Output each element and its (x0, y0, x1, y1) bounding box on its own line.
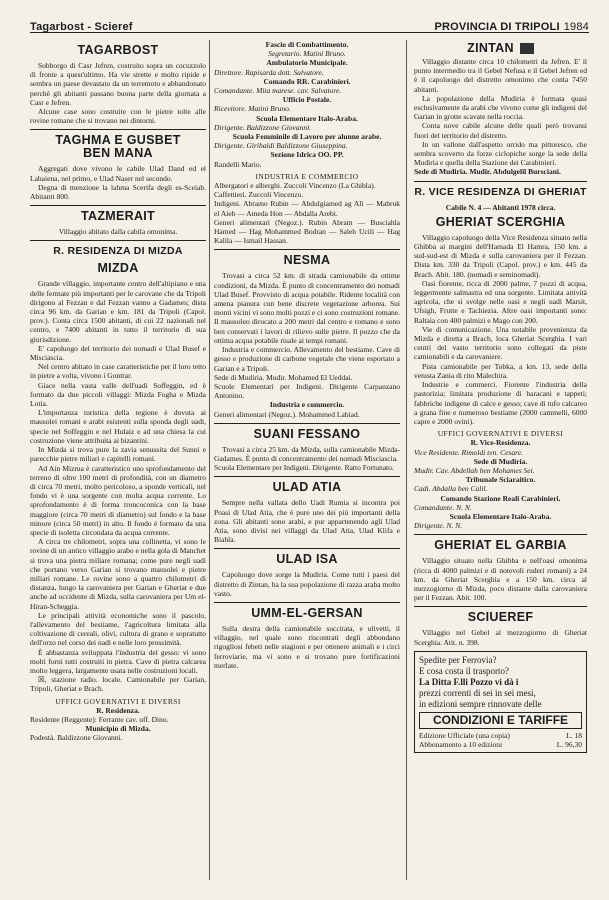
paragraph: Sempre nella vallata dello Uadi Rumia si incontra poi Poasi di Ulad Atia, che è pure uno dei più importanti della zona. Gli abitanti sono arabi, e pur appartenendo agli Ulad Atia, sono divisi nei villaggi da Ulad Atia, Ulad Klifa e Biahla. (214, 498, 400, 545)
ad-price-label: Edizione Ufficiale (una copia) (419, 730, 510, 740)
office-person: Residente (Reggente): Ferrante cav. uff. Dino. (30, 714, 169, 724)
ad-price-value: L. 18 (566, 730, 582, 740)
industry-title: INDUSTRIA E COMMERCIO (255, 171, 359, 181)
business-entry: Caffettieri. Zuccoli Vincenzo. (214, 190, 304, 200)
divider (214, 548, 400, 549)
header-province: PROVINCIA DI TRIPOLI (434, 20, 560, 33)
column-divider (406, 40, 407, 880)
office-person: Comandante. N. N. (414, 502, 472, 512)
office-person: Comandante. Mita marese. cav. Salvatore. (214, 86, 342, 96)
office-entry: Sede di Mudiria. Mudir. Abdulgelil Bursciani. (414, 167, 561, 177)
section-title: NESMA (283, 253, 331, 268)
paragraph: Villaggio distante circa 10 chilometri da Jefren. E' il punto intermedio tra il Gebel Nefusa e il Gebel Jefren ed è il capoluogo del distretto omonimo che conta 7450 abitanti. (414, 57, 587, 94)
divider (30, 205, 206, 206)
office-person: Direttore. Rapisarda dott. Salvatore. (214, 67, 324, 77)
office-name: Comando Stazione Reali Carabinieri. (440, 493, 561, 503)
paragraph: L'importanza turistica della regione è dovuta ai mausolei romani e arabi esistenti sulla sponda degli uadi, specie nel Soffeggin e nel Hulaiz e ad una chiesa la cui costruzione viene attribuita ai bizantini. (30, 408, 206, 445)
section-title (30, 134, 206, 160)
section-title: GHERIAT EL GARBIA (434, 538, 567, 553)
paragraph: Le principali attività economiche sono il pascolo, l'allevamento del bestiame, l'agricoltura limitata alla coltivazione di cereali, olivi, cultura di grano e sopratutto dell'orzo nel corso dei nadi e nelle loro prossimità. (30, 610, 206, 648)
office-name: Ambulatorio Municipale. (266, 58, 348, 68)
office-person: Mudir. Cav. Abdellah ben Mohames Sei. (414, 465, 535, 475)
paragraph: Sulla destra della camionabile succitata, e ulivetti, il villaggio, nel quale sono riscontrati degli abbondano rigogliosi febeti nelle stagioni e per ottenere animali e i circi ferroviarie, ma vi sono e si trovano pure fortificazioni merlate. (214, 623, 400, 670)
ad-line: in edizioni sempre rinnovate delle (419, 698, 542, 709)
header-left: Tagarbost - Scieref (30, 20, 133, 33)
office-name: Sede di Mudiria. (473, 456, 528, 466)
section-title: MIZDA (97, 261, 139, 276)
title-line: BEN MANA (83, 146, 153, 161)
ad-line: Spedite per Ferrovia? (419, 654, 497, 665)
office-name: R. Vice-Residenza. (470, 438, 531, 448)
paragraph: Industrie e commerci. Fiorente l'industria della pastorizia; limitata produzione di baracani e tappeti; fabbriche indigene di calce e gesso; cave di tufo calcareo a grana fine e numeroso bestiame (2000 cammelli, 6000 capre e 2000 ovini). (414, 380, 587, 426)
office-person: Vice Residente. Rimoldi ten. Cesare. (414, 447, 523, 457)
zintan-heading (414, 40, 587, 57)
divider (414, 181, 587, 182)
office-name: Ufficio Postale. (282, 95, 332, 105)
paragraph: Ad Ain Mizrua è caratteristico uno sprofondamento del terreno di oltre 100 metri di profondità, con un diametro di circa 70 metri, molto pericoloso, a sponde verticali, nel fondo vi è una sorgente con molta acqua corrente. Lo sprofondamento è di forma troncoconica con la base maggiore (circa 70 metri di diametro) sul fondo e la base minore (circa 50 metri) in alto. Il fondo è formato da una specie di isoletta circondata da acqua corrente. (30, 463, 206, 537)
office-name: R. Residenza. (96, 705, 140, 715)
radio-icon: ☒ (38, 675, 45, 685)
header-year: 1984 (563, 20, 589, 33)
divider (414, 534, 587, 535)
office-person: Dirigente. Giribaldi Baldizzone Giuseppina. (214, 141, 348, 151)
office-person: Segretario. Matini Bruno. (268, 49, 346, 59)
paragraph: A circa tre chilometri, sopra una collinetta, vi sono le rovine di un antico villaggio arabo e nella gola di Manchet si trova una pietra miliare romana; come pure negli uadi che portano verso Garian si trovano mausolei e pietre miliari romane. Le rovine sono a quattro chilometri di distanza, lungo la carovaniera per Garian e Gheriat e due anche ad occidente di Mizda, sulla carovaniera per Um el-Hiran-Scheggia. (30, 537, 206, 611)
paragraph: E' capoluogo del territorio dei nomadi e Ulad Busef e Misciascia. (30, 343, 206, 363)
divider (214, 423, 400, 424)
section-title: SUANI FESSANO (253, 426, 361, 441)
paragraph: Conta nove cabile alcune delle quali però trovansi fuori del territorio del distretto. (414, 121, 587, 140)
section-title: R. VICE RESIDENZA DI GHERIAT (414, 185, 587, 198)
paragraph: Vie di comunicazione. Una notabile provenienza da Mizda e diretta a Brach, loca Gheriat Scerghia. I vari centri del vasto territorio sono collegati da piste camionabili e da carovaniere. (414, 324, 587, 362)
column-1 (30, 40, 206, 880)
section-title: ULAD ATIA (272, 480, 342, 495)
office-name: Fascio di Combattimento. (265, 40, 349, 49)
ad-price-row (419, 740, 582, 749)
paragraph: Trovasi a circa 25 km. da Mizda, sulla camionabile Mizda-Gadames. È punto di concentramento dei nomadi Misciascia. (214, 444, 400, 463)
office-name: Municipio di Mizda. (85, 724, 151, 734)
paragraph: Alcune case sono costruite con le pietre tolte alle rovine romane che si trovano nei dintorni. (30, 107, 206, 126)
paragraph: Oasi fiorente, ricca di 2000 palme, 7 pozzi di acqua, leggermente salmastra ed una sorgente. Limitata attività agricola, che si svolge nelle oasi e negli uadi Marsit, Ufsigh, Frutte e Tachiezia. Altre oasi importanti sono: Raltaia con 400 palmizi e Mago con 200. (414, 278, 587, 325)
business-entry: Albergatori e alberghi. Zuccoli Vincenzo (La Ghibla). (214, 181, 376, 191)
header-right (434, 20, 590, 33)
ink-blot-icon (520, 43, 534, 54)
subtitle: Cabile N. 4 — Abitanti 1978 circa. (445, 202, 556, 212)
office-name: Industria e commercio. (269, 400, 345, 410)
office-person: Cadi. Abdalla ben Calil. (414, 484, 488, 494)
ad-line: La Ditta F.lli Pozzo vi dà i (419, 676, 519, 687)
paragraph: Villaggio capoluogo della Vice Residenza situato nella Ghibba ai margini dell'Hamada El Hamra, 150 km. a sud-sud-est di Mizda e sulla carovaniera per il Fezzan. Dista km. 330 da Tripoli (Capol. prov.) e km. 445 da Brach. Abit. 180. (nomadi e seminomadi). (414, 232, 587, 279)
paragraph: Pista camionabile per Tobka, a km. 13, sede della vetusta Zania di rito Malechita. (414, 361, 587, 380)
office-name: Sezione Idrica OO. PP. (270, 150, 344, 160)
paragraph: Aggregati dove vivono le cabile Ulad Dand ed el Lahaiena, nel primo, e Ulad Naser nel secondo. (30, 164, 206, 183)
divider (30, 240, 206, 241)
paragraph: Capoluogo dove sorge la Mudiria. Come tutti i paesi del distretto di Zintan, ha la sua popolazione di razza araba molto vasto. (214, 570, 400, 598)
office-person: Podestà. Baldizzone Giovanni. (30, 733, 123, 743)
business-entry: Indigeni. Abramo Rubin — Abdulgiamed ag Alì — Mabruk el Aieb — Ameda Hon — Abdalla Arebi. (214, 199, 400, 218)
office-entry: Scuole Elementari per Indigeni. Dirigente Carpanzano Antonino. (214, 381, 400, 401)
ad-price-row (419, 731, 582, 740)
office-person: Ricevitore. Matini Bruno. (214, 104, 291, 114)
divider (414, 606, 587, 607)
office-person: Dirigente. N. N. (414, 521, 463, 531)
office-name: Scuola Elementare Italo-Araba. (256, 113, 358, 123)
business-entry: Generi alimentari (Negoz.). Rubin Abram — Busciahla Hamed — Hag Mohammed Bodran — Saleh Ucili — Hag Kalila — Ismail Hassan. (214, 217, 400, 246)
divider (214, 249, 400, 250)
section-title: ULAD ISA (276, 552, 338, 567)
page-header (30, 16, 589, 33)
paragraph: Industria e commercio. Allevamento del bestiame. Cave di gesso e produzione di carbone vegetale che viene esportato a Garian e a Tripoli. (214, 345, 400, 373)
paragraph: Villaggio nel Gebel al mezzogiorno di Gheriat Scerghia. Atit. n. 398. (414, 628, 587, 647)
divider (30, 129, 206, 130)
paragraph: Grande villaggio, importante centro dell'altipiano e una delle fermate più importanti per le carovane che da Tripoli dirigono al Fezzan e dal Fezzan vanno a Gadames; dista circa 96 km. da Garian e km. 181 da Tripoli (Capol. prov.). Conta circa 1500 abitanti, di cui 22 nazionali nel centro, e 7400 abitanti in tutto il territorio di sua giurisdizione. (30, 279, 206, 344)
divider (214, 476, 400, 477)
office-name: Scuola Femminile di Lavoro per alunne arabe. (232, 132, 382, 142)
section-title: R. RESIDENZA DI MIZDA (53, 245, 183, 258)
paragraph: Nel centro abitato in case caratteristiche per il loro tetto in pietre a volta, vivono i Gontrar. (30, 362, 206, 381)
ad-headline: CONDIZIONI E TARIFFE (419, 712, 582, 729)
business-entry: Generi alimentari (Negoz.). Mohammed Labiad. (214, 409, 360, 419)
section-title: UMM-EL-GERSAN (251, 605, 363, 620)
ad-line: prezzi correnti di sei in sei mesi, (419, 687, 536, 698)
title-line: TAGHMA E GUSBET (55, 133, 181, 148)
paragraph: Giace nella vasta valle dell'uadi Soffeggin, ed è formato da due piccoli villaggi: Mizda Fogha e Mizda Lotia. (30, 380, 206, 409)
paragraph: In Mizda si trova pure la zavia senussita del Sunni e parecchie pietre miliari e capitelli romani. (30, 445, 206, 464)
section-title: TAGARBOST (77, 43, 159, 57)
column-3 (414, 40, 587, 880)
section-title: ZINTAN (467, 41, 514, 55)
paragraph: Trovasi a circa 52 km. di strada camionabile da ottime condizioni, da Mizda. È punto di concentramento dei nomadi Ulad Busef. Provvisto di acqua potabile. Ridente località con amena pianura con bene discrete vegetazione arborea. Sui monti vicini vi sono molti pozzi e ci sono costruzioni romane. Il mausoleo dirocato a 200 metri dal centro e romano e sono ben conservati i lavori di rilievo sulle pietre. Il pozzo che da ottima acqua potabile risale ai tempi romani. (214, 271, 400, 345)
paragraph: È abbastanza sviluppata l'industria del gesso: vi sono molti forni tutti costruiti in pietra. Cave di pietra calcarea molto leggera, largamente usata nelle costruzioni locali. (30, 647, 206, 675)
office-name: Tribunale Sciaraitico. (465, 475, 536, 485)
offices-title: UFFICI GOVERNATIVI E DIVERSI (55, 696, 181, 706)
column-2 (214, 40, 400, 880)
section-title: GHERIAT SCERGHIA (435, 214, 566, 229)
office-person: Randelli Mario. (214, 159, 262, 169)
section-title: SCIUEREF (467, 610, 534, 625)
paragraph: Sobborgo di Casr Jefren, costruito sopra un cocuzzolo di fronte a quest'ultimo. Ha vie strette e molto ripide e sembra un paese devastato da un terremoto e abbandonato perchè gli abitanti passano buona parte della giornata a Casr e Jefren. (30, 61, 206, 107)
paragraph: Degna di menzione la lahma Scerifa degli es-Sceiab. Abitanti 800. (30, 182, 206, 202)
column-divider (209, 40, 210, 880)
advertisement-box (414, 651, 587, 753)
office-name: Comando RR. Carabinieri. (263, 76, 351, 86)
ad-line: E cosa costa il trasporto? (419, 665, 509, 676)
ad-price-label: Abbonamento a 10 edizioni (419, 739, 503, 749)
office-entry: Scuola Elementare per Indigeni. Dirigente. Ratto Fortunato. (214, 463, 394, 473)
paragraph: ☒, stazione radio. locale. Camionabile per Garian, Tripoli, Gheriat e Brach. (30, 675, 206, 694)
office-person: Dirigente. Baldizzone Giovanni. (214, 122, 312, 132)
office-entry: Sede di Mudiria. Mudir. Mohamed El Ueddai. (214, 372, 353, 382)
ad-price-value: L. 96,30 (556, 739, 582, 749)
offices-title: UFFICI GOVERNATIVI E DIVERSI (437, 429, 564, 439)
office-name: Scuola Elementare Italo-Araba. (449, 511, 552, 521)
paragraph: La popolazione della Mudiria è formata quasi esclusivamente da arabi che vivono come gli indigeni del Garian in grotte scavate nella roccia. (414, 93, 587, 122)
paragraph-text: stazione radio. locale. Camionabile per Garian, Tripoli, Gheriat e Brach. (30, 675, 206, 694)
section-title: TAZMERAIT (81, 209, 155, 224)
divider (214, 602, 400, 603)
paragraph: Villaggio abitato dalla cabila omonima. (58, 227, 178, 237)
paragraph: Villaggio situato nella Ghibba e nell'oasi omonima (ricca di 4000 palmizi e di notevoli ruderi romani) a 24 km. da Gheriat Scerghia e a 150 km. circa al mezzogiorno di Mizda, poco distante dalla carovaniera per il Fezzan. Abit. 100. (414, 556, 587, 603)
paragraph: In un vallone dall'aspetto orrido ma pittoresco, che sembra scoverto da forze ciclopiche sorge la sede della Mudiria e quella della Stazione dei Carabinieri. (414, 139, 587, 168)
